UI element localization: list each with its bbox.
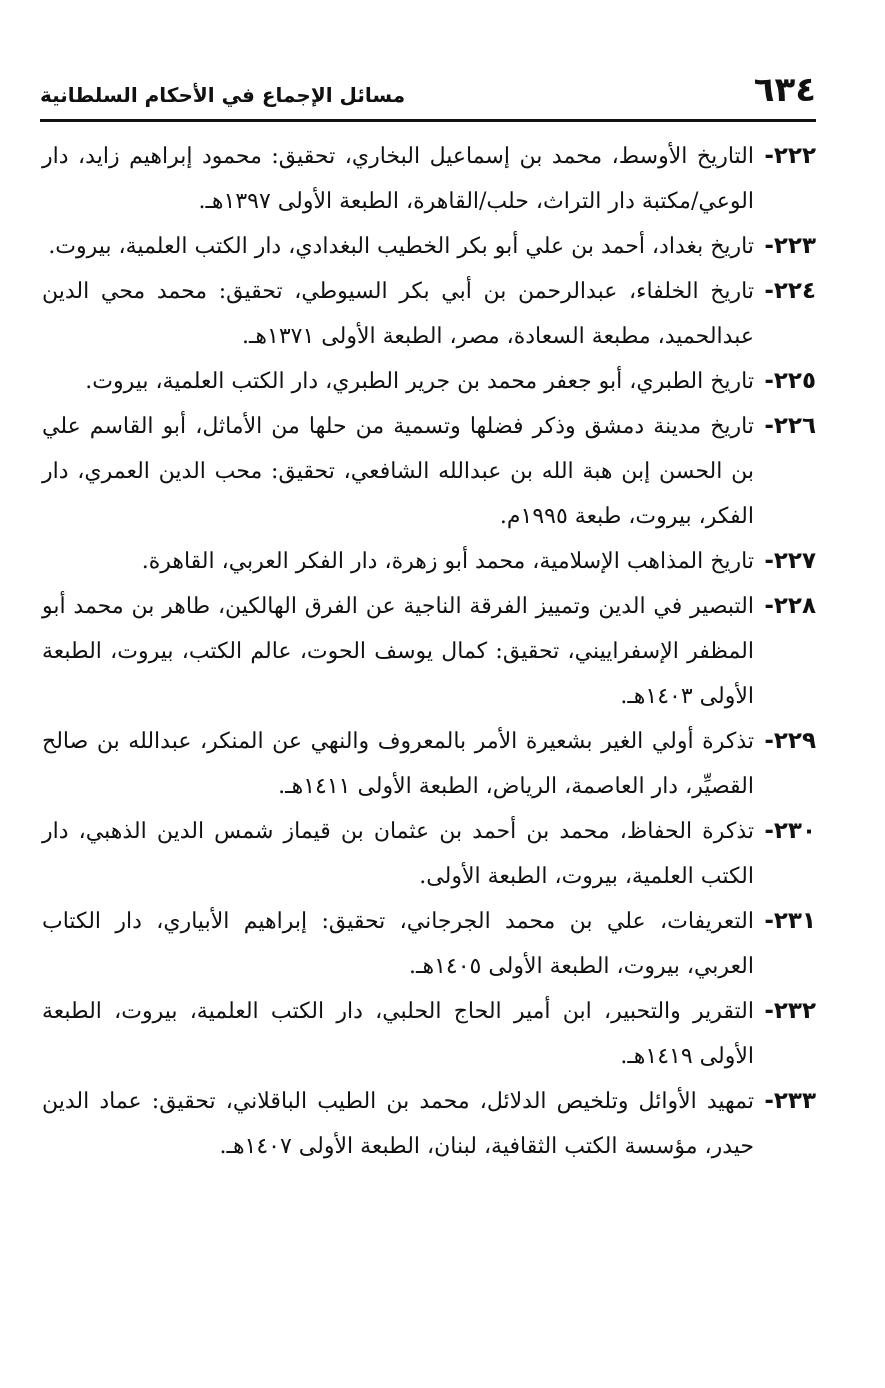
entry-text: التبصير في الدين وتمييز الفرقة الناجية عن الفرق الهالكين، طاهر بن محمد أبو المظفر الإسفراييني، تحقيق: كمال يوسف الحوت، عالم الكتب، بيروت، الطبعة الأولى ١٤٠٣هـ.	[42, 594, 754, 709]
page-header	[40, 70, 816, 120]
entry-text: تاريخ بغداد، أحمد بن علي أبو بكر الخطيب البغدادي، دار الكتب العلمية، بيروت.	[48, 234, 754, 259]
bibliography-entry-231	[42, 899, 816, 989]
entry-text: تاريخ الطبري، أبو جعفر محمد بن جرير الطبري، دار الكتب العلمية، بيروت.	[85, 369, 754, 394]
running-title: مسائل الإجماع في الأحكام السلطانية	[40, 83, 406, 107]
entry-text: تاريخ الخلفاء، عبدالرحمن بن أبي بكر السيوطي، تحقيق: محمد محي الدين عبدالحميد، مطبعة السعادة، مصر، الطبعة الأولى ١٣٧١هـ.	[42, 279, 754, 349]
entry-number: ٢٣٠-	[764, 818, 816, 844]
entry-number: ٢٢٦-	[764, 413, 816, 439]
entry-text: التقرير والتحبير، ابن أمير الحاج الحلبي، دار الكتب العلمية، بيروت، الطبعة الأولى ١٤١٩هـ.	[42, 999, 754, 1069]
entry-number: ٢٢٨-	[764, 593, 816, 619]
bibliography-entry-227	[42, 539, 816, 584]
bibliography-entry-225	[42, 359, 816, 404]
entry-number: ٢٢٩-	[764, 728, 816, 754]
entry-text: تذكرة الحفاظ، محمد بن أحمد بن عثمان بن قيماز شمس الدين الذهبي، دار الكتب العلمية، بيروت، الطبعة الأولى.	[42, 819, 754, 889]
bibliography-entry-229	[42, 719, 816, 809]
bibliography-entry-233	[42, 1079, 816, 1169]
entry-text: تاريخ مدينة دمشق وذكر فضلها وتسمية من حلها من الأماثل، أبو القاسم علي بن الحسن إبن هبة الله بن عبدالله الشافعي، تحقيق: محب الدين العمري، دار الفكر، بيروت، طبعة ١٩٩٥م.	[42, 414, 754, 529]
entry-number: ٢٣٢-	[764, 998, 816, 1024]
bibliography-entry-223	[42, 224, 816, 269]
entry-number: ٢٣٣-	[764, 1088, 816, 1114]
entry-text: التعريفات، علي بن محمد الجرجاني، تحقيق: إبراهيم الأبياري، دار الكتاب العربي، بيروت، الطبعة الأولى ١٤٠٥هـ.	[42, 909, 754, 979]
entry-text: تذكرة أولي الغير بشعيرة الأمر بالمعروف والنهي عن المنكر، عبدالله بن صالح القصيِّر، دار العاصمة، الرياض، الطبعة الأولى ١٤١١هـ.	[42, 729, 754, 799]
entry-number: ٢٣١-	[764, 908, 816, 934]
entry-number: ٢٢٢-	[764, 143, 816, 169]
entry-number: ٢٢٣-	[764, 233, 816, 259]
page-number: ٦٣٤	[753, 70, 816, 110]
bibliography-entry-226	[42, 404, 816, 539]
entry-text: التاريخ الأوسط، محمد بن إسماعيل البخاري، تحقيق: محمود إبراهيم زايد، دار الوعي/مكتبة دار التراث، حلب/القاهرة، الطبعة الأولى ١٣٩٧هـ.	[42, 144, 754, 214]
entry-number: ٢٢٧-	[764, 548, 816, 574]
bibliography-entry-222	[42, 134, 816, 224]
bibliography-entry-230	[42, 809, 816, 899]
bibliography-entry-224	[42, 269, 816, 359]
entry-number: ٢٢٥-	[764, 368, 816, 394]
bibliography-list	[42, 134, 816, 1169]
header-divider	[40, 119, 816, 122]
entry-text: تاريخ المذاهب الإسلامية، محمد أبو زهرة، دار الفكر العربي، القاهرة.	[141, 549, 754, 574]
bibliography-entry-228	[42, 584, 816, 719]
bibliography-entry-232	[42, 989, 816, 1079]
entry-number: ٢٢٤-	[764, 278, 816, 304]
entry-text: تمهيد الأوائل وتلخيص الدلائل، محمد بن الطيب الباقلاني، تحقيق: عماد الدين حيدر، مؤسسة الكتب الثقافية، لبنان، الطبعة الأولى ١٤٠٧هـ.	[42, 1089, 754, 1159]
